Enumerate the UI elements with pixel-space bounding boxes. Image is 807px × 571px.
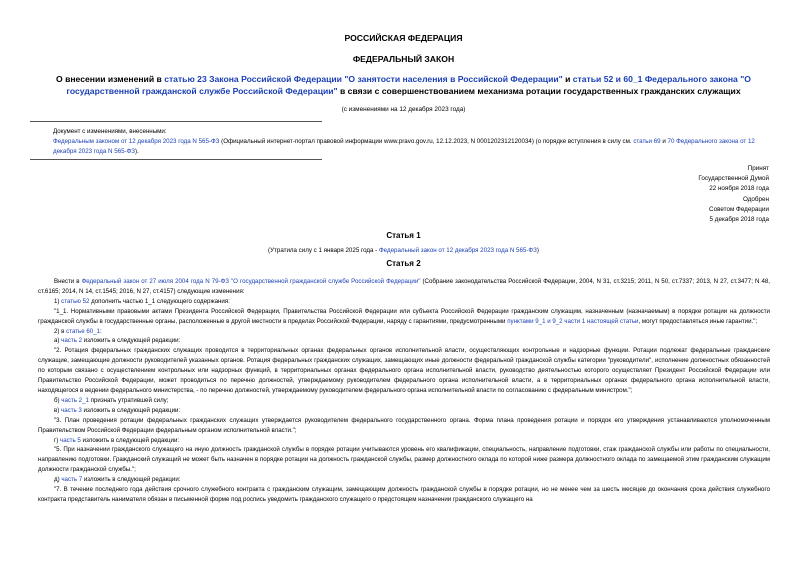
article-70-link[interactable]: 70 Федерального закона от 12 декабря 2023 года N 565-ФЗ <box>53 138 755 155</box>
adoption-block <box>698 164 769 225</box>
divider-bottom <box>30 159 322 160</box>
part-2-link[interactable]: часть 2 <box>61 337 82 345</box>
paragraph-intro <box>38 277 770 297</box>
paragraph-a <box>38 336 770 346</box>
changes-intro: Документ с изменениями, внесенными: <box>53 128 167 135</box>
p1-b: дополнить частью 1_1 следующего содержания: <box>89 297 230 305</box>
approved-by: Советом Федерации <box>709 205 769 213</box>
article-2-body <box>38 277 770 505</box>
paragraph-v <box>38 406 770 416</box>
paragraph-part-2-text: "2. Ротация федеральных гражданских служащих проводится в территориальных органах федеральных органов исполнительной власти, осуществляющих контрольные и надзорные функции. Ротации подлежат федеральные гражданские служащие, замещающие должности руководителей указанных органов. Ротация федеральных гражданских служащих, замещающих иные должности федеральной гражданской службы категории "руководители", исполнение должностных обязанностей по которым связано с осуществлением контрольных или надзорных функций, в территориальных органах федерального органа исполнительной власти, руководство деятельностью которого осуществляет Президент Российской Федерации или Правительство Российской Федерации, может проводиться по перечню должностей, утверждаемому руководителем федерального органа исполнительной власти, а в территориальных органах федерального органа исполнительной власти, находящегося в ведении федерального министерства, - по перечню должностей, утверждаемому руководителем федерального органа исполнительной власти по согласованию с федеральным министром."; <box>38 347 770 394</box>
p9-b: изложить в следующей редакции: <box>80 436 180 444</box>
repealing-law-link[interactable]: Федеральный закон от 12 декабря 2023 года N 565-ФЗ <box>378 247 537 254</box>
changes-text-3: ). <box>135 148 139 155</box>
p1-a: 1) <box>54 297 62 305</box>
accepted-by: Государственной Думой <box>698 175 769 183</box>
changes-text-2: и <box>660 138 668 145</box>
p2-a: "1_1. Нормативными правовыми актами Президента Российской Федерации, Правительства Российской Федерации или субъекта Российской Федерации гражданским служащим, назначенным (назначаемым) в порядке ротации на должности гражданской службы в государственные органы, расположенные в другой местности в пределах Российской Федерации, наряду с гарантиями, предусмотренными <box>38 307 770 325</box>
approved-label: Одобрен <box>742 195 769 203</box>
amending-law-link[interactable]: Федеральным законом от 12 декабря 2023 года N 565-ФЗ <box>53 138 220 145</box>
intro-a: Внести в <box>54 278 82 285</box>
intro-b: (Собрание законодательства Российской Федерации, 2004, N 31, ст.3215; 2011, N 50, ст.7337; 2013, N 27, ст.3477; N 48, ст.6165; 2014, N 14, ст.1545; 2016, N 27, ст.4157) следующие изменения: <box>38 278 770 295</box>
p3-a: 2) в <box>54 327 67 335</box>
paragraph-part-7-text: "7. В течение последнего года действия срочного служебного контракта с гражданским служащим, замещающим должность гражданской службы в порядке ротации, но не менее чем за шесть месяцев до окончания срока действия служебного контракта представитель нанимателя обязан в письменной форме под роспись уведомить гражданского служащего о предстоящем назначении гражданского служащего на <box>38 486 770 503</box>
points-9-link[interactable]: пунктами 9_1 и 9_2 части 1 настоящей статьи <box>507 317 639 325</box>
title-mid: и <box>562 74 573 84</box>
p3-b: : <box>100 327 102 335</box>
paragraph-1 <box>38 297 770 307</box>
repealed-suffix: ) <box>536 247 539 254</box>
article-69-link[interactable]: статьи 69 <box>633 138 661 145</box>
law-type-heading: ФЕДЕРАЛЬНЫЙ ЗАКОН <box>352 54 455 64</box>
law-title <box>30 74 777 97</box>
paragraph-b <box>38 396 770 406</box>
article-52-link[interactable]: статью 52 <box>61 297 90 305</box>
paragraph-part-3-text: "3. План проведения ротации федеральных гражданских служащих утверждается руководителем федерального государственного органа. Форма плана проведения ротации и порядок его утверждения устанавливаются уполномоченным Правительством Российской Федерации федеральным органом исполнительной власти."; <box>38 416 770 434</box>
p2-b: , могут предоставляться иные гарантии."; <box>638 317 758 325</box>
part-2-1-link[interactable]: часть 2_1 <box>61 396 89 404</box>
accepted-date: 22 ноября 2018 года <box>709 185 769 193</box>
title-link-article-23[interactable]: статью 23 Закона Российской Федерации "О занятости населения в Российской Федерации" <box>164 74 563 84</box>
p7-a: в) <box>54 406 62 414</box>
article-60-1-link[interactable]: статье 60_1 <box>66 327 101 335</box>
changes-detail <box>38 137 778 157</box>
p11-a: д) <box>54 476 62 484</box>
p11-b: изложить в следующей редакции: <box>82 476 181 484</box>
p6-b: признать утратившей силу; <box>88 396 169 404</box>
part-7-link[interactable]: часть 7 <box>61 476 83 484</box>
p9-a: г) <box>54 436 60 444</box>
divider-top <box>30 121 322 122</box>
paragraph-d <box>38 475 770 485</box>
title-prefix: О внесении изменений в <box>56 74 165 84</box>
federation-heading: РОССИЙСКАЯ ФЕДЕРАЦИЯ <box>344 33 463 43</box>
p7-b: изложить в следующей редакции: <box>81 406 181 414</box>
article-1-repealed-note <box>0 247 807 254</box>
paragraph-part-5-text: "5. При назначении гражданского служащего на иную должность гражданской службы в порядке ротации учитываются уровень его квалификации, специальность, направление подготовки, стаж гражданской службы или работы по специальности, направлению подготовки. Гражданский служащий не может быть назначен в порядке ротации на должность гражданской службы, размер должностного оклада по которой ниже размера должностного оклада по замещаемой этим гражданским служащим должности гражданской службы."; <box>38 446 770 474</box>
approved-date: 5 декабря 2018 года <box>709 216 769 224</box>
title-suffix: в связи с совершенствованием механизма ротации государственных гражданских служащих <box>337 85 741 96</box>
title-link-articles-52-60[interactable]: статьи 52 и 60_1 Федерального закона "О государственной гражданской службе Российской Федерации" <box>66 74 751 96</box>
paragraph-g <box>38 436 770 446</box>
accepted-label: Принят <box>747 165 769 172</box>
paragraph-2 <box>38 327 770 337</box>
p4-b: изложить в следующей редакции: <box>82 337 181 345</box>
document-changes-note <box>38 127 778 157</box>
p4-a: а) <box>54 337 62 345</box>
article-1-heading: Статья 1 <box>386 231 421 240</box>
part-5-link[interactable]: часть 5 <box>60 436 81 444</box>
part-3-link[interactable]: часть 3 <box>61 406 82 414</box>
repealed-prefix: (Утратила силу с 1 января 2025 года - <box>268 247 379 254</box>
edition-note: (с изменениями на 12 декабря 2023 года) <box>341 106 466 113</box>
p6-a: б) <box>54 396 62 404</box>
paragraph-1-1 <box>38 307 770 327</box>
changes-text-1: (Официальный интернет-портал правовой информации www.pravo.gov.ru, 12.12.2023, N 0001202312120034) (о порядке вступления в силу см. <box>219 138 634 145</box>
article-2-heading: Статья 2 <box>386 259 421 268</box>
law-79-fz-link[interactable]: Федеральный закон от 27 июля 2004 года N 79-ФЗ "О государственной гражданской службе Российской Федерации" <box>81 278 421 285</box>
